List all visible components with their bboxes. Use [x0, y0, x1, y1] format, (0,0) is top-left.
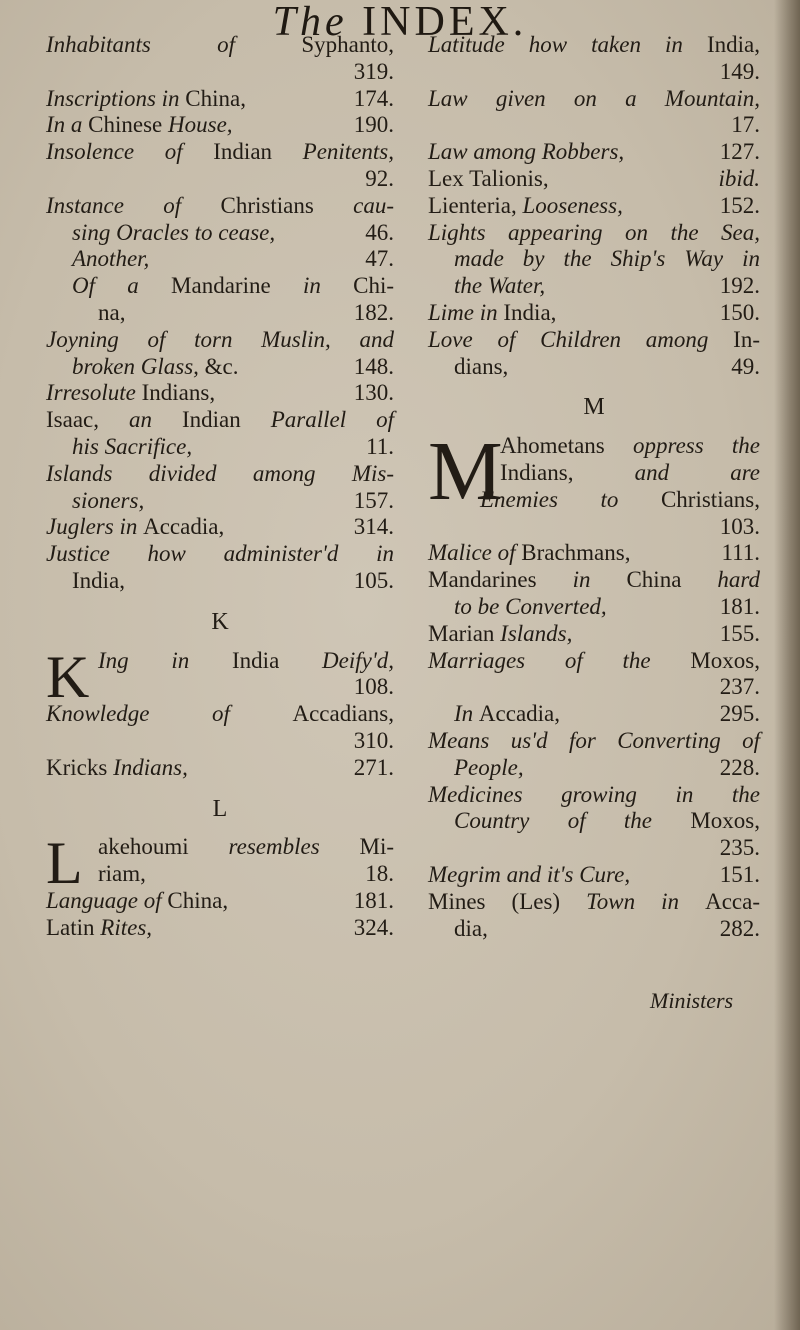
index-entry	[428, 621, 760, 648]
entry-text-segment: Islands divided among Mis-	[46, 460, 394, 486]
entry-line	[428, 567, 760, 594]
entry-text	[454, 273, 714, 300]
entry-text	[46, 755, 348, 782]
entry-line	[428, 112, 760, 139]
entry-line	[428, 59, 760, 86]
entry-text	[428, 220, 760, 247]
entry-line	[428, 327, 760, 354]
entry-text-segment: Mi-	[359, 834, 395, 860]
entry-text-segment: Joyning of torn Muslin, and	[46, 326, 394, 352]
entry-text-segment: hard	[717, 567, 761, 593]
entry-text-segment: oppress the	[632, 433, 760, 459]
page-number: ibid.	[718, 165, 760, 191]
entry-line	[46, 488, 394, 515]
entry-line	[428, 621, 760, 648]
entry-text	[428, 728, 760, 755]
entry-text	[46, 915, 348, 942]
entry-text-segment: Love of Children among	[428, 326, 734, 352]
entry-text-segment: Indians,	[113, 754, 188, 780]
entry-line	[428, 354, 760, 381]
page-number: 18.	[365, 861, 394, 887]
entry-line	[428, 674, 760, 701]
entry-text	[98, 300, 348, 327]
entry-text-segment: India,	[706, 32, 760, 57]
entry-text-segment: Ahometans	[500, 433, 633, 459]
entry-text	[428, 782, 760, 809]
entry-line	[46, 166, 394, 193]
entry-text	[428, 32, 760, 59]
entry-line	[46, 701, 394, 728]
title-prefix: The	[272, 0, 348, 45]
entry-line	[46, 755, 394, 782]
entry-text-segment: India	[232, 647, 323, 673]
page-number: 11.	[366, 433, 394, 459]
entry-text-segment: cau-	[353, 192, 394, 218]
page-number: 150.	[719, 299, 760, 325]
entry-line	[428, 862, 760, 889]
entry-text	[72, 488, 348, 515]
page-number: 105.	[353, 567, 394, 593]
entry-text	[428, 862, 714, 889]
entry-line	[46, 32, 394, 59]
index-column-right	[428, 32, 760, 942]
page-number: 17.	[731, 112, 760, 138]
page-number: 190.	[353, 112, 394, 138]
index-entry	[46, 915, 394, 942]
entry-text	[428, 648, 760, 675]
index-entry	[428, 220, 760, 300]
entry-text-segment: Means us'd for Converting of	[428, 727, 760, 753]
index-entry	[428, 540, 760, 567]
entry-text-segment: Insolence of	[46, 139, 214, 165]
entry-text-segment: &c.	[204, 353, 239, 379]
entry-text-segment: and are	[634, 459, 760, 485]
page-number: 127.	[719, 139, 760, 165]
page-number: 47.	[365, 246, 394, 272]
entry-line	[46, 461, 394, 488]
page-number: 324.	[353, 914, 394, 940]
entry-line	[46, 514, 394, 541]
page-number: 235.	[719, 835, 760, 861]
entry-text-segment: Lienteria,	[428, 192, 523, 218]
entry-line	[428, 300, 760, 327]
page-number: 319.	[353, 58, 394, 84]
index-entry	[428, 701, 760, 728]
entry-line	[46, 300, 394, 327]
entry-line	[428, 246, 760, 273]
entry-line	[428, 648, 760, 675]
entry-text	[454, 354, 725, 381]
entry-text-segment: Of a	[72, 273, 172, 299]
entry-text-segment: In	[454, 701, 479, 727]
entry-line	[46, 86, 394, 113]
index-entry	[46, 139, 394, 193]
entry-text-segment: Malice of	[428, 540, 522, 566]
entry-text-segment: resembles	[228, 834, 360, 860]
entry-line	[46, 273, 394, 300]
entry-text	[46, 461, 394, 488]
entry-text-segment: dians,	[454, 353, 509, 379]
entry-line	[46, 648, 394, 675]
drop-cap: L	[46, 830, 83, 897]
entry-text	[46, 139, 394, 166]
entry-text-segment: Looseness,	[522, 192, 623, 218]
page-number: 108.	[353, 674, 394, 700]
entry-text-segment: na,	[98, 299, 126, 325]
entry-text-segment: sioners,	[72, 487, 145, 513]
entry-text-segment: Justice how administer'd in	[46, 541, 394, 567]
entry-text	[454, 246, 760, 273]
entry-text-segment: People,	[454, 754, 524, 780]
index-entry	[428, 889, 760, 943]
entry-line	[428, 808, 760, 835]
page-number: 314.	[353, 514, 394, 540]
entry-line	[428, 540, 760, 567]
index-entry	[46, 755, 394, 782]
entry-text-segment: Inhabitants	[46, 32, 151, 57]
entry-text-segment: Acca-	[705, 888, 760, 914]
entry-text-segment: Islands,	[500, 620, 573, 646]
page-number: 148.	[353, 353, 394, 379]
entry-text-segment: Lights appearing on the Sea,	[428, 219, 760, 245]
page-number: 282.	[719, 915, 760, 941]
entry-text	[428, 327, 760, 354]
entry-line	[46, 139, 394, 166]
entry-line	[46, 354, 394, 381]
entry-line	[46, 112, 394, 139]
index-entry	[46, 380, 394, 407]
entry-line	[428, 728, 760, 755]
index-entry	[46, 514, 394, 541]
entry-text	[72, 273, 394, 300]
entry-text-segment: Moxos,	[690, 808, 760, 834]
entry-text-segment: Kricks	[46, 754, 114, 780]
entry-text-segment: Accadia,	[478, 701, 561, 727]
entry-text-segment: Medicines growing in the	[428, 781, 760, 807]
index-entry	[46, 701, 394, 755]
entry-text-segment: the Water,	[454, 273, 546, 299]
entry-text-segment: Town in	[586, 888, 706, 914]
page-number: 92.	[365, 165, 394, 191]
page-number: 181.	[353, 887, 394, 913]
entry-line	[46, 915, 394, 942]
entry-line	[46, 407, 394, 434]
section-letter: L	[212, 795, 228, 822]
page-number: 103.	[719, 513, 760, 539]
index-entry	[428, 166, 760, 193]
entry-line	[46, 327, 394, 354]
entry-text	[46, 380, 348, 407]
page-number: 49.	[731, 353, 760, 379]
index-entry	[428, 648, 760, 702]
entry-text-segment: Mandarine	[171, 273, 303, 299]
entry-text-segment: Enemies to	[480, 486, 661, 512]
entry-text-segment: Isaac,	[46, 407, 129, 433]
entry-text-segment: Mines (Les)	[428, 888, 587, 914]
entry-line	[428, 701, 760, 728]
entry-text	[98, 648, 394, 675]
page-number: 181.	[719, 593, 760, 619]
index-entry	[46, 830, 395, 897]
entry-text-segment: Christians,	[660, 486, 760, 512]
index-entry	[428, 327, 760, 381]
index-entry	[428, 139, 760, 166]
page-number: 152.	[719, 192, 760, 218]
entry-text	[428, 139, 714, 166]
entry-text-segment: Instance of	[46, 192, 221, 218]
entry-text-segment: Indians,	[500, 459, 635, 485]
entry-line	[46, 728, 394, 755]
index-entry	[428, 728, 760, 782]
page-number: 174.	[353, 85, 394, 111]
entry-line	[428, 835, 760, 862]
index-entry	[46, 888, 394, 915]
entry-text-segment: Indian	[181, 407, 271, 433]
entry-text	[428, 86, 760, 113]
entry-text-segment: Chi-	[353, 273, 395, 299]
entry-text	[72, 568, 348, 595]
entry-text-segment: Christians	[220, 192, 354, 218]
entry-text	[98, 861, 359, 888]
entry-text-segment: his Sacrifice,	[72, 433, 193, 459]
entry-line	[428, 755, 760, 782]
entry-line	[428, 32, 760, 59]
index-entry	[428, 193, 760, 220]
entry-line	[46, 568, 394, 595]
entry-line	[46, 888, 394, 915]
entry-text-segment: In a	[46, 112, 89, 138]
entry-text-segment: to be Converted,	[454, 593, 607, 619]
index-entry	[46, 273, 394, 327]
page-number: 157.	[353, 487, 394, 513]
entry-line	[428, 889, 760, 916]
entry-line	[428, 220, 760, 247]
entry-text-segment: Marriages of the	[428, 647, 691, 673]
entry-line	[46, 434, 394, 461]
entry-text-segment: Penitents,	[302, 139, 394, 165]
page-number: 155.	[719, 620, 760, 646]
index-entry	[428, 862, 760, 889]
entry-text-segment: In-	[733, 326, 760, 352]
entry-text-segment: Lex Talionis,	[428, 165, 549, 191]
entry-text	[428, 889, 760, 916]
entry-line	[428, 139, 760, 166]
entry-text	[428, 540, 715, 567]
section-letter: M	[583, 394, 605, 421]
entry-text-segment: China,	[167, 887, 229, 913]
entry-text-segment: Language of	[46, 887, 168, 913]
entry-text	[46, 32, 394, 59]
entry-text-segment: made by the Ship's Way in	[454, 246, 760, 272]
index-entry	[428, 567, 760, 621]
index-entry	[428, 425, 760, 540]
page-number: 149.	[719, 58, 760, 84]
page-number: 192.	[719, 273, 760, 299]
entry-text-segment: Indian	[213, 139, 303, 165]
entry-text-segment: Indians,	[141, 380, 216, 406]
index-entry	[428, 782, 760, 862]
entry-text-segment: Inscriptions in	[46, 85, 186, 111]
entry-text	[428, 166, 712, 193]
entry-text-segment: in	[302, 273, 354, 299]
entry-line	[46, 246, 394, 273]
entry-text	[98, 834, 394, 861]
entry-text-segment: Knowledge of	[46, 701, 293, 727]
page-number: 111.	[721, 540, 760, 566]
entry-text	[46, 112, 348, 139]
entry-text	[428, 300, 714, 327]
entry-text	[428, 567, 760, 594]
entry-text-segment: sing Oracles to cease,	[72, 219, 276, 245]
entry-line	[46, 220, 394, 247]
entry-text	[454, 916, 714, 943]
entry-line	[46, 541, 394, 568]
entry-text	[46, 327, 394, 354]
entry-text-segment: Lime in	[428, 299, 504, 325]
entry-text	[72, 246, 359, 273]
drop-cap: M	[428, 425, 503, 519]
entry-line	[428, 166, 760, 193]
entry-text	[72, 434, 360, 461]
entry-text-segment: Parallel of	[270, 407, 394, 433]
entry-text-segment: Latin	[46, 914, 101, 940]
entry-text	[46, 193, 394, 220]
section-letter: K	[211, 608, 229, 635]
entry-text-segment: Deify'd,	[322, 647, 394, 673]
entry-text	[46, 407, 394, 434]
entry-text-segment: Marian	[428, 620, 501, 646]
entry-line	[46, 380, 394, 407]
entry-text	[428, 193, 714, 220]
title-main: INDEX.	[362, 0, 528, 45]
index-entry	[428, 300, 760, 327]
entry-text-segment: Mandarines	[428, 567, 573, 593]
entry-text-segment: Rites,	[100, 914, 153, 940]
entry-line	[46, 674, 394, 701]
page-number: 237.	[719, 674, 760, 700]
entry-text	[46, 888, 348, 915]
entry-text-segment: riam,	[98, 861, 146, 887]
entry-text	[72, 220, 359, 247]
entry-text	[454, 808, 760, 835]
entry-text-segment: Another,	[72, 246, 150, 272]
entry-text-segment: Megrim and it's Cure,	[428, 861, 631, 887]
entry-line	[46, 861, 394, 888]
entry-text-segment: Ing in	[98, 647, 233, 673]
entry-text-segment: India,	[72, 567, 126, 593]
entry-text-segment: Chinese	[88, 112, 169, 138]
entry-text-segment: Law among Robbers,	[428, 139, 625, 165]
entry-text	[46, 701, 394, 728]
page-number: 130.	[353, 380, 394, 406]
drop-cap: K	[46, 643, 90, 710]
entry-text-segment: House,	[168, 112, 233, 138]
index-entry	[46, 643, 394, 710]
entry-line	[428, 193, 760, 220]
entry-text-segment: broken Glass,	[72, 353, 205, 379]
entry-text-segment: akehoumi	[98, 834, 229, 860]
entry-text	[454, 701, 714, 728]
entry-text-segment: Juglers in	[46, 514, 144, 540]
index-entry	[46, 541, 394, 595]
index-entry	[46, 461, 394, 515]
entry-line	[46, 59, 394, 86]
entry-text-segment: China,	[185, 85, 246, 111]
entry-text-segment: Law given on a Mountain,	[428, 85, 760, 111]
entry-text-segment: of	[150, 32, 302, 57]
entry-text-segment: in	[572, 567, 627, 593]
entry-text-segment: China	[626, 567, 718, 593]
entry-line	[428, 782, 760, 809]
entry-line	[428, 594, 760, 621]
catchword: Ministers	[650, 988, 734, 1013]
entry-text-segment: Accadia,	[143, 514, 225, 540]
entry-text-segment: Irresolute	[46, 380, 142, 406]
entry-text-segment: Syphanto,	[301, 32, 394, 57]
entry-text	[480, 487, 760, 514]
entry-text-segment: Brachmans,	[521, 540, 631, 566]
entry-text-segment: India,	[503, 299, 557, 325]
entry-line	[428, 916, 760, 943]
entry-line	[428, 86, 760, 113]
page-edge-shadow	[774, 0, 800, 1330]
page-number: 151.	[719, 861, 760, 887]
entry-text	[454, 755, 714, 782]
page-number: 295.	[719, 701, 760, 727]
entry-text-segment: Country of the	[454, 808, 691, 834]
page-number: 46.	[365, 219, 394, 245]
index-entry	[46, 86, 394, 113]
entry-text-segment: an	[128, 407, 182, 433]
entry-line	[46, 193, 394, 220]
entry-text	[46, 541, 394, 568]
index-entry	[46, 112, 394, 139]
index-column-left	[46, 32, 394, 942]
index-entry	[46, 327, 394, 381]
entry-text-segment: Moxos,	[690, 647, 760, 673]
page-number: 271.	[353, 754, 394, 780]
index-entry	[428, 32, 760, 86]
index-entry	[46, 407, 394, 461]
index-entry	[46, 32, 394, 86]
entry-line	[428, 273, 760, 300]
entry-line	[46, 834, 394, 861]
entry-text	[500, 433, 760, 460]
entry-text	[46, 514, 348, 541]
entry-text-segment: Latitude how taken in	[428, 32, 707, 57]
entry-text	[72, 354, 348, 381]
index-entry	[46, 193, 394, 247]
index-entry	[46, 246, 394, 273]
page-number: 182.	[353, 299, 394, 325]
index-entry	[428, 86, 760, 140]
entry-text-segment: dia,	[454, 915, 488, 941]
page-number: 228.	[719, 754, 760, 780]
entry-text	[500, 460, 760, 487]
entry-text-segment: Accadians,	[292, 701, 394, 727]
entry-text	[454, 594, 714, 621]
entry-text	[428, 621, 714, 648]
entry-text	[46, 86, 348, 113]
page-number: 310.	[353, 727, 394, 753]
